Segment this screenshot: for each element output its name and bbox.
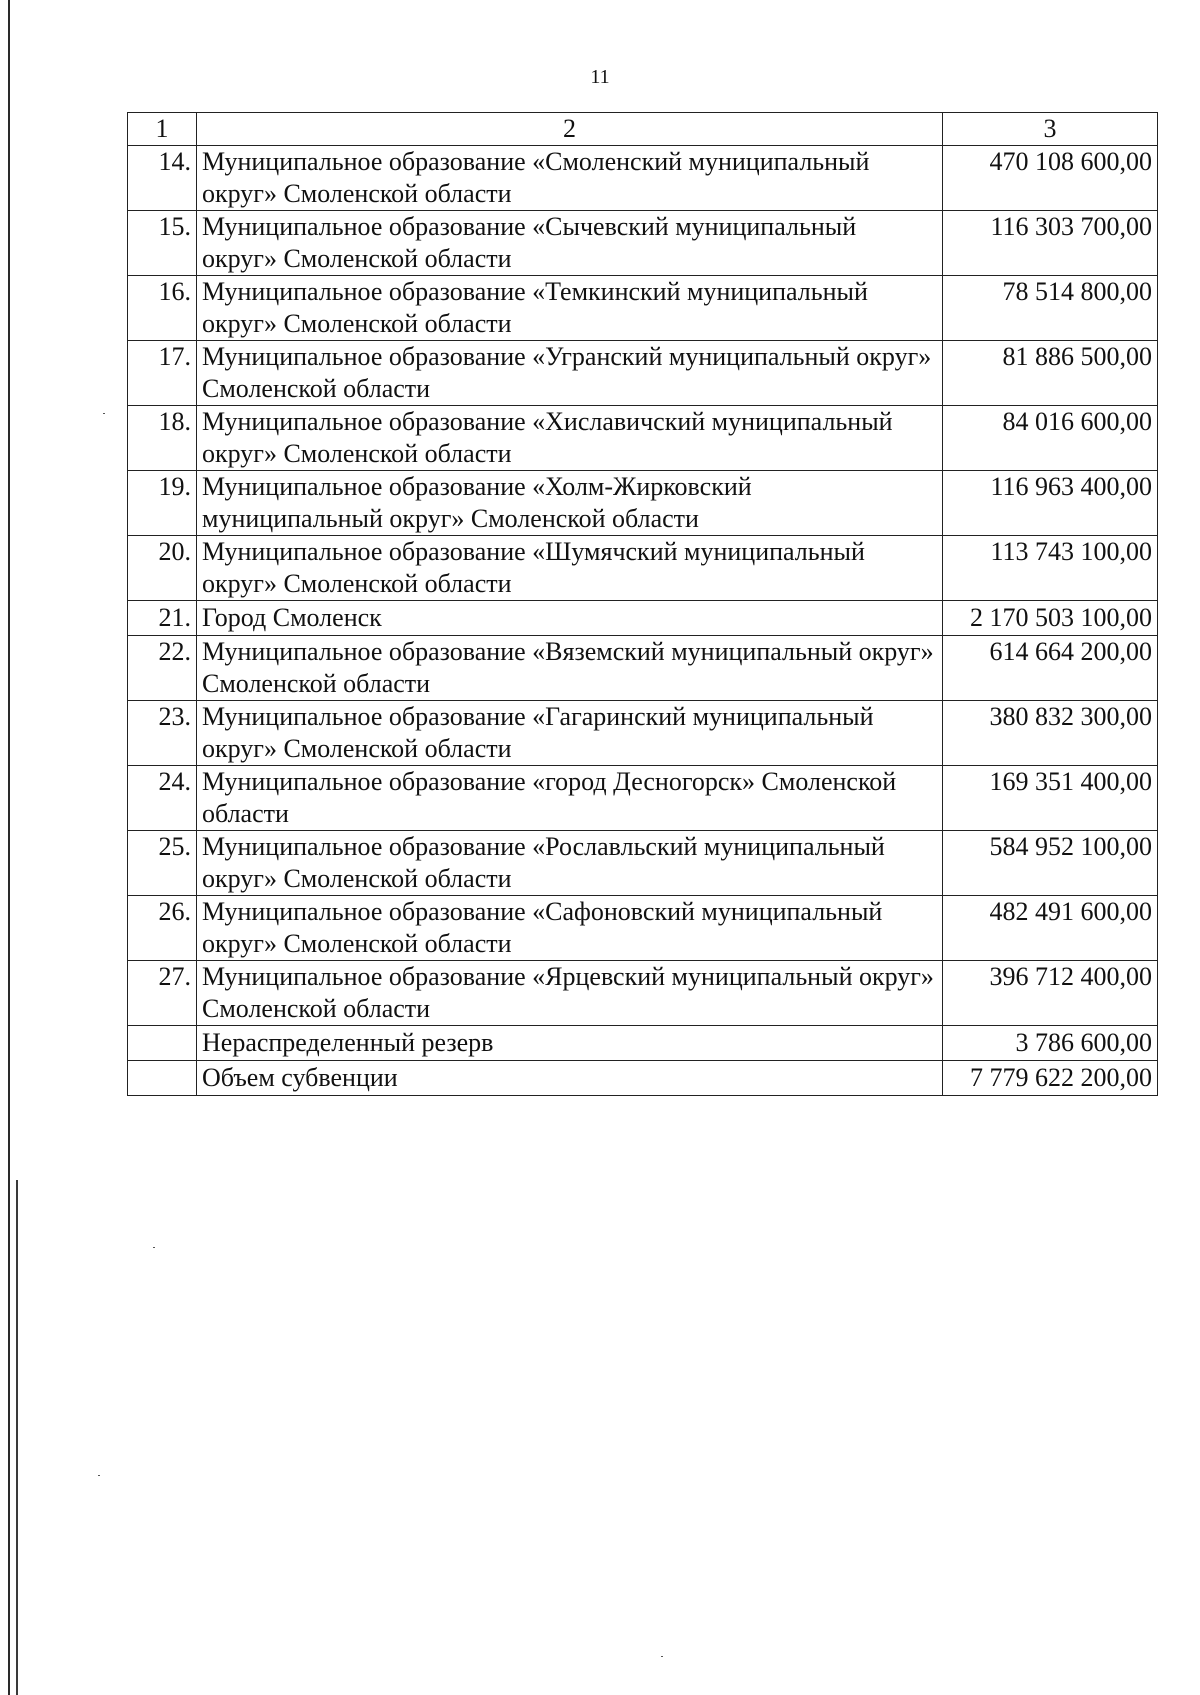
- row-municipality: Муниципальное образование «Вяземский муниципальный округ» Смоленской области: [197, 636, 943, 701]
- scan-speck: [661, 1656, 663, 1657]
- table-row: [128, 961, 1158, 1026]
- table-row-reserve: [128, 1026, 1158, 1061]
- subvention-table: [127, 112, 1158, 1096]
- header-col-1: 1: [128, 113, 197, 146]
- row-label: Объем субвенции: [197, 1061, 943, 1096]
- row-municipality: Муниципальное образование «Гагаринский муниципальный округ» Смоленской области: [197, 701, 943, 766]
- row-amount: 482 491 600,00: [943, 896, 1158, 961]
- page-number: 11: [590, 66, 610, 88]
- table-row: [128, 406, 1158, 471]
- table-row: [128, 601, 1158, 636]
- row-amount: 614 664 200,00: [943, 636, 1158, 701]
- row-amount: 3 786 600,00: [943, 1026, 1158, 1061]
- row-municipality: Муниципальное образование «Темкинский муниципальный округ» Смоленской области: [197, 276, 943, 341]
- row-number: 20.: [128, 536, 197, 601]
- row-amount: 7 779 622 200,00: [943, 1061, 1158, 1096]
- table-row: [128, 636, 1158, 701]
- table-row: [128, 276, 1158, 341]
- table-row: [128, 146, 1158, 211]
- table-row: [128, 536, 1158, 601]
- row-number: 16.: [128, 276, 197, 341]
- scan-speck: [98, 1475, 100, 1476]
- row-number: 26.: [128, 896, 197, 961]
- row-amount: 116 303 700,00: [943, 211, 1158, 276]
- row-municipality: Муниципальное образование «Сафоновский муниципальный округ» Смоленской области: [197, 896, 943, 961]
- scan-edge-left-lower: [16, 1180, 18, 1695]
- row-number: 18.: [128, 406, 197, 471]
- row-amount: 584 952 100,00: [943, 831, 1158, 896]
- table-row: [128, 896, 1158, 961]
- row-municipality: Муниципальное образование «Хиславичский муниципальный округ» Смоленской области: [197, 406, 943, 471]
- row-amount: 380 832 300,00: [943, 701, 1158, 766]
- row-municipality: Муниципальное образование «Рославльский муниципальный округ» Смоленской области: [197, 831, 943, 896]
- row-amount: 78 514 800,00: [943, 276, 1158, 341]
- scan-speck: [103, 413, 105, 414]
- row-municipality: Муниципальное образование «Шумячский муниципальный округ» Смоленской области: [197, 536, 943, 601]
- row-number: 17.: [128, 341, 197, 406]
- header-col-2: 2: [197, 113, 943, 146]
- row-municipality: Муниципальное образование «Смоленский муниципальный округ» Смоленской области: [197, 146, 943, 211]
- row-number: [128, 1026, 197, 1061]
- row-number: 21.: [128, 601, 197, 636]
- row-number: [128, 1061, 197, 1096]
- row-municipality: Муниципальное образование «Сычевский муниципальный округ» Смоленской области: [197, 211, 943, 276]
- row-label: Нераспределенный резерв: [197, 1026, 943, 1061]
- scan-speck: [153, 1247, 155, 1248]
- row-municipality: Город Смоленск: [197, 601, 943, 636]
- row-number: 25.: [128, 831, 197, 896]
- row-amount: 116 963 400,00: [943, 471, 1158, 536]
- row-municipality: Муниципальное образование «Ярцевский муниципальный округ» Смоленской области: [197, 961, 943, 1026]
- row-amount: 113 743 100,00: [943, 536, 1158, 601]
- row-number: 22.: [128, 636, 197, 701]
- row-amount: 396 712 400,00: [943, 961, 1158, 1026]
- row-municipality: Муниципальное образование «город Десногорск» Смоленской области: [197, 766, 943, 831]
- row-number: 27.: [128, 961, 197, 1026]
- header-col-3: 3: [943, 113, 1158, 146]
- table-row: [128, 341, 1158, 406]
- row-amount: 470 108 600,00: [943, 146, 1158, 211]
- row-municipality: Муниципальное образование «Угранский муниципальный округ» Смоленской области: [197, 341, 943, 406]
- row-amount: 169 351 400,00: [943, 766, 1158, 831]
- row-amount: 84 016 600,00: [943, 406, 1158, 471]
- row-number: 24.: [128, 766, 197, 831]
- table-row: [128, 831, 1158, 896]
- table-header-row: [128, 113, 1158, 146]
- row-amount: 2 170 503 100,00: [943, 601, 1158, 636]
- table-row: [128, 471, 1158, 536]
- scan-edge-left: [8, 0, 10, 1695]
- row-number: 23.: [128, 701, 197, 766]
- row-municipality: Муниципальное образование «Холм-Жирковский муниципальный округ» Смоленской области: [197, 471, 943, 536]
- row-amount: 81 886 500,00: [943, 341, 1158, 406]
- table-row: [128, 701, 1158, 766]
- row-number: 19.: [128, 471, 197, 536]
- row-number: 15.: [128, 211, 197, 276]
- table-row: [128, 211, 1158, 276]
- table-row-total: [128, 1061, 1158, 1096]
- table-row: [128, 766, 1158, 831]
- row-number: 14.: [128, 146, 197, 211]
